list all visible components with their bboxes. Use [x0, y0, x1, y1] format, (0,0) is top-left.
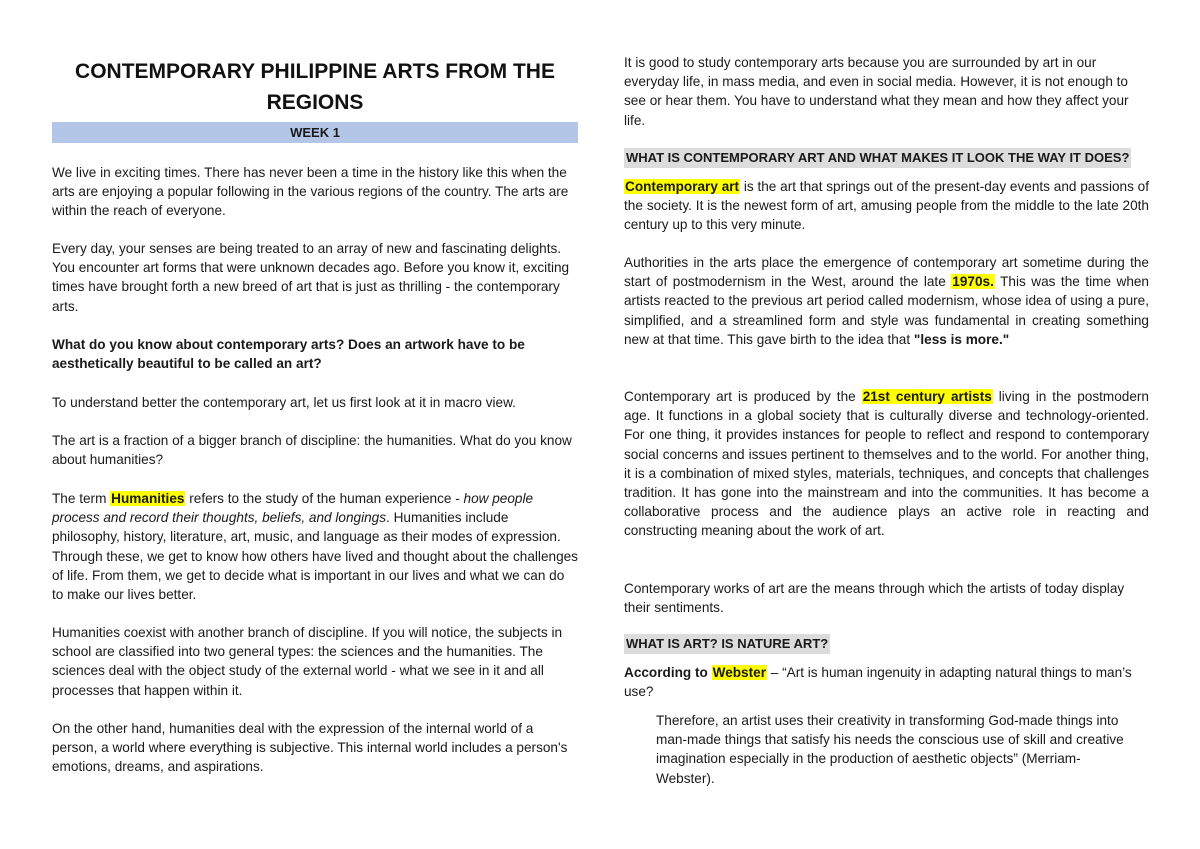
highlight-webster: Webster: [712, 665, 766, 680]
postmodernism-paragraph: [624, 253, 1149, 349]
sentiments-paragraph: Contemporary works of art are the means through which the artists of today display their sentiments.: [624, 581, 1125, 616]
intro-paragraph: We live in exciting times. There has never been a time in the history like this when the arts are enjoying a popular following in the various regions of the country. The arts are within the reach of everyone.: [52, 165, 569, 219]
highlight-contemporary-art: Contemporary art: [625, 179, 740, 194]
why-study-paragraph: It is good to study contemporary arts because you are surrounded by art in our everyday life, in mass media, and even in social media. However, it is not enough to see or hear them. You have to understand what they mean and how they affect your life.: [624, 55, 1129, 128]
less-is-more-quote: "less is more.": [913, 331, 1010, 347]
contemporary-art-definition: [624, 177, 1149, 235]
text-span: – “Art is human ingenuity in adapting natural things to man’s use?: [624, 665, 1132, 700]
page-title: [52, 56, 578, 118]
21st-century-paragraph: [624, 387, 1149, 541]
senses-paragraph: Every day, your senses are being treated to an array of new and fascinating delights. You encounter art forms that were unknown decades ago. Before you know it, exciting times have brought forth a new breed of art that is just as thrilling - the contemporary arts.: [52, 241, 570, 314]
sciences-paragraph: Humanities coexist with another branch of discipline. If you will notice, the subjects in school are classified into two general types: the sciences and the humanities. The sciences deal with the object study of the external world - what we see in it and all processes that happen within it.: [52, 625, 563, 698]
week-banner: WEEK 1: [52, 122, 578, 143]
text-span: Authorities in the arts place the emergence of contemporary art sometime during the start of postmodernism in the West, around the late: [624, 255, 1149, 290]
artist-creativity-quote: Therefore, an artist uses their creativity in transforming God-made things into man-made things that satisfy his needs the conscious use of skill and creative imagination especially in the production of aesthetic objects” (Merriam-Webster).: [656, 713, 1124, 786]
text-span: According to: [624, 665, 712, 680]
text-span: . Humanities include philosophy, history, literature, art, music, and language as their modes of expression. Through these, we get to know how others have lived and thought about the challenges of life. From them, we get to decide what is important in our lives and what we can do to make our lives better.: [52, 510, 578, 603]
section-heading-contemporary-art: WHAT IS CONTEMPORARY ART AND WHAT MAKES IT LOOK THE WAY IT DOES?: [624, 148, 1131, 168]
text-span: living in the postmodern age. It functions in a global society that is culturally diverse and technology-oriented. For one thing, it provides instances for people to reflect and respond to contemporary social concerns and issues pertinent to themselves and to the world. For another thing, it is a combination of mixed styles, materials, techniques, and concepts that challenges tradition. It has gone into the mainstream and into the communities. It has become a collaborative process and the audience plays an active role in reacting and constructing meaning about the work of art.: [624, 389, 1149, 539]
text-span: Contemporary art is produced by the: [624, 389, 862, 404]
highlight-1970s: 1970s.: [952, 274, 994, 290]
humanities-question-paragraph: The art is a fraction of a bigger branch of discipline: the humanities. What do you know about humanities?: [52, 433, 572, 468]
italic-span: how people process and record their thoughts, beliefs, and longings: [52, 491, 534, 526]
text-span: refers to the study of the human experience -: [185, 491, 464, 506]
webster-definition: [624, 663, 1149, 701]
question-paragraph: What do you know about contemporary arts? Does an artwork have to be aesthetically beautiful to be called an art?: [52, 337, 525, 372]
internal-world-paragraph: On the other hand, humanities deal with the expression of the internal world of a person, a world where everything is subjective. This internal world includes a person's emotions, dreams, and aspirations.: [52, 721, 568, 775]
highlight-humanities: Humanities: [111, 491, 185, 506]
title-line-2: REGIONS: [266, 91, 364, 114]
section-heading-what-is-art: WHAT IS ART? IS NATURE ART?: [624, 634, 830, 654]
text-span: This was the time when artists reacted to the previous art period called modernism, whose idea of using a pure, simplified, and a streamlined form and style was fundamental in creating something new at that time. This gave birth to the idea that: [624, 274, 1149, 347]
text-span: is the art that springs out of the present-day events and passions of the society. It is the newest form of art, amusing people from the middle to the late 20th century up to this very minute.: [624, 179, 1150, 233]
humanities-definition-paragraph: [52, 489, 578, 604]
highlight-21st-century-artists: 21st century artists: [862, 389, 992, 404]
text-span: The term: [52, 491, 111, 506]
title-line-1: CONTEMPORARY PHILIPPINE ARTS FROM THE: [75, 60, 555, 83]
macro-view-paragraph: To understand better the contemporary art, let us first look at it in macro view.: [52, 395, 516, 410]
